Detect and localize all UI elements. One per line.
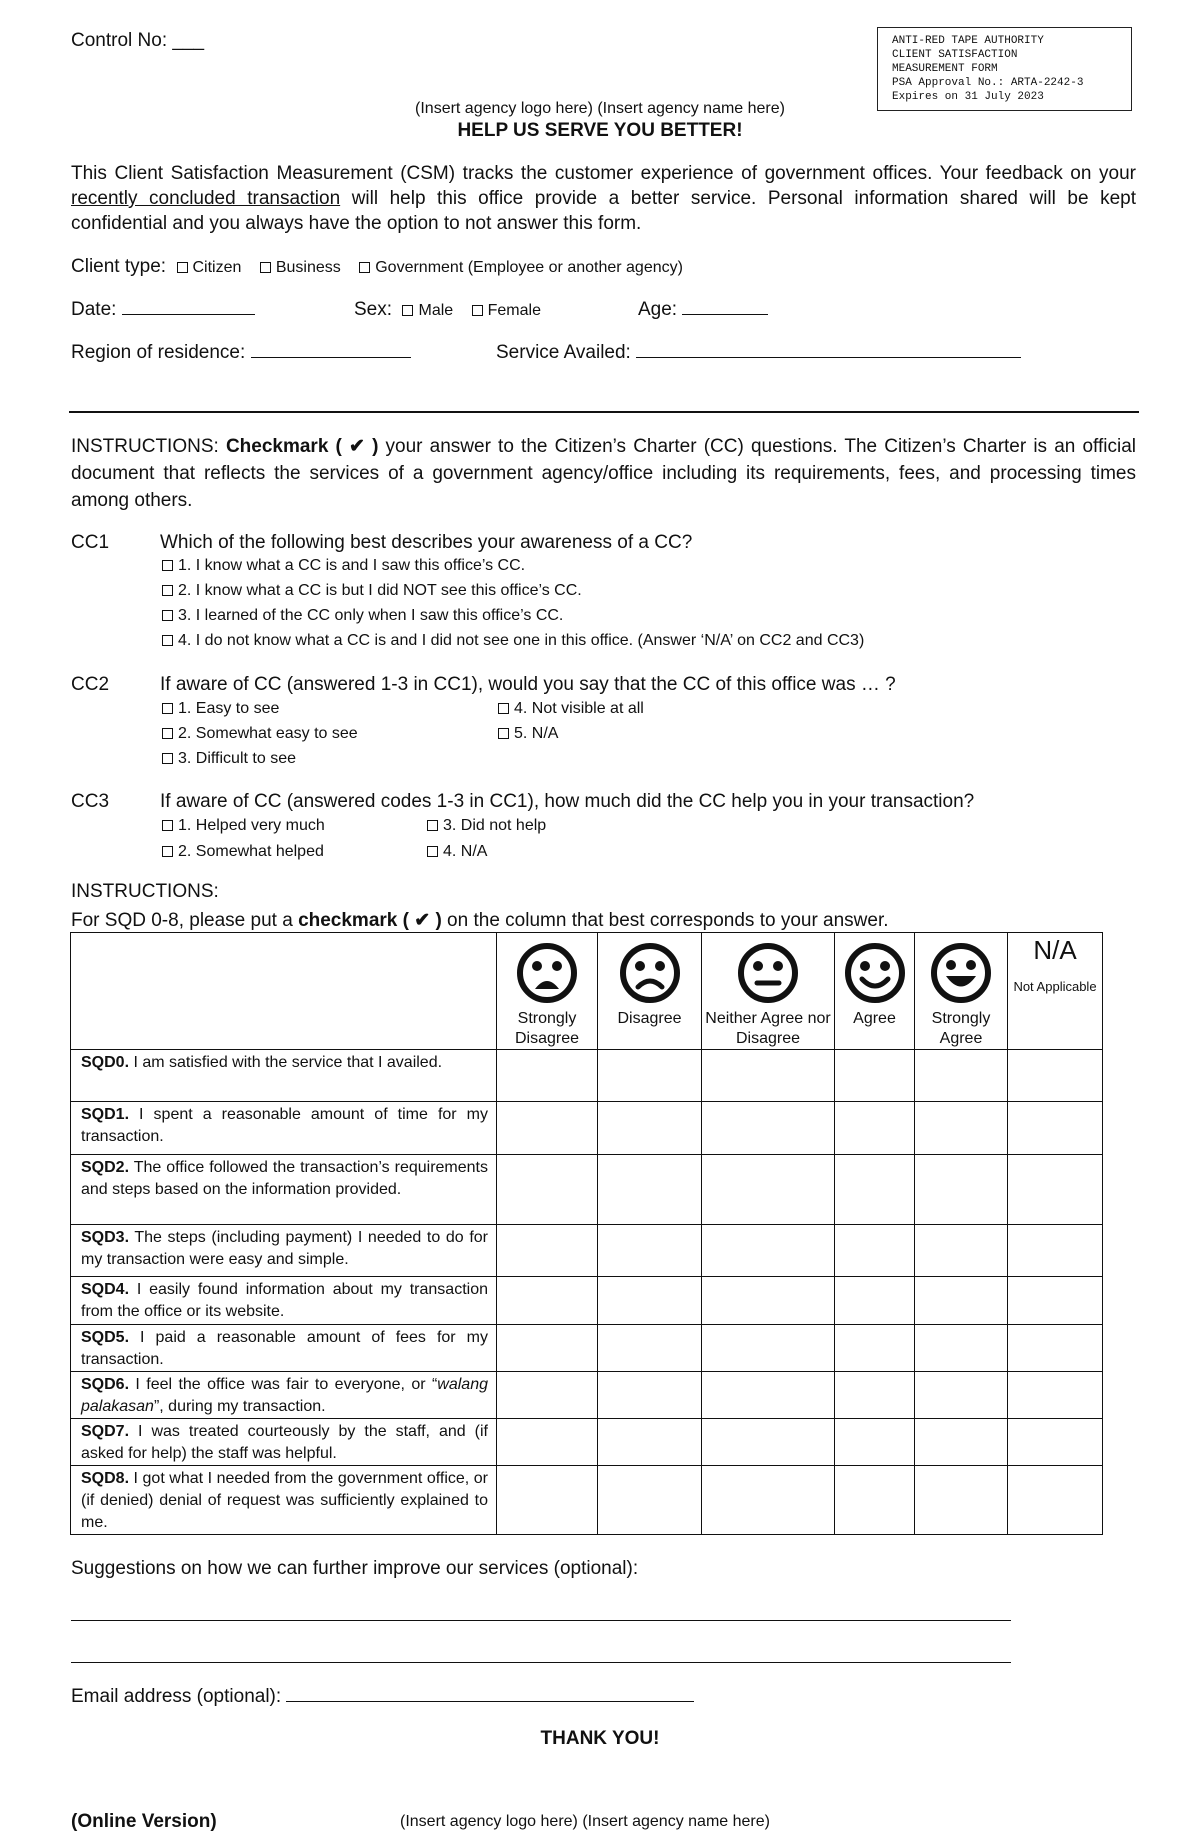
table-row [71,1050,1103,1102]
table-row [71,1155,1103,1225]
table-row [71,1277,1103,1325]
rating-cell[interactable] [1008,1277,1103,1325]
stamp-line: MEASUREMENT FORM [892,63,998,75]
cc1-option[interactable] [162,632,864,650]
sqd-code: SQD8. [81,1470,130,1487]
sqd-text: I am satisfied with the service that I availed. [129,1054,443,1071]
sqd-instructions-text: on the column that best corresponds to your answer. [441,910,889,931]
rating-cell[interactable] [835,1102,915,1155]
rating-cell[interactable] [835,1225,915,1277]
rating-cell[interactable] [497,1466,598,1535]
rating-cell[interactable] [598,1325,702,1372]
strongly-agree-face-icon [929,941,993,1005]
sqd-code: SQD3. [81,1229,130,1246]
checkbox-icon[interactable] [427,820,438,831]
table-row [71,1372,1103,1419]
suggestions-line[interactable] [71,1620,1011,1621]
checkbox-icon[interactable] [162,820,173,831]
cc3-option[interactable] [427,843,487,861]
table-row [71,1419,1103,1466]
rating-cell[interactable] [497,1419,598,1466]
sqd-code: SQD6. [81,1376,130,1393]
rating-cell[interactable] [497,1372,598,1419]
sqd-text: ”, during my transaction. [153,1398,326,1415]
sqd-text: The steps (including payment) I needed to do for my transaction were easy and simple. [81,1229,488,1268]
rating-cell[interactable] [497,1155,598,1225]
client-type-citizen[interactable] [177,259,242,276]
sqd-code: SQD4. [81,1281,130,1298]
cc2-option[interactable] [498,725,558,743]
option-label: Government (Employee or another agency) [375,259,683,276]
column-disagree [598,933,702,1050]
rating-cell[interactable] [1008,1155,1103,1225]
suggestions-label: Suggestions on how we can further improve our services (optional): [71,1558,639,1579]
control-number: Control No: ___ [71,30,205,51]
rating-cell[interactable] [702,1372,835,1419]
email-label: Email address (optional): [71,1686,282,1707]
stamp-line: CLIENT SATISFACTION [892,49,1018,61]
column-not-applicable [1008,933,1103,1050]
agency-placeholder-footer: (Insert agency logo here) (Insert agency name here) [400,1813,770,1830]
table-row [71,1225,1103,1277]
option-label: 4. N/A [443,843,488,860]
date-label: Date: [71,299,117,320]
checkmark-icon: Checkmark ( ✔ ) [225,436,379,457]
cc1-code: CC1 [71,532,110,553]
option-label: Business [275,259,341,276]
column-label: Agree [853,1010,896,1027]
rating-cell[interactable] [915,1225,1008,1277]
sqd-text: The office followed the transaction’s requirements and steps based on the information provided. [81,1159,488,1198]
strongly-disagree-face-icon [515,941,579,1005]
sqd-text: I paid a reasonable amount of fees for my transaction. [81,1329,488,1368]
sqd2-statement [71,1155,497,1225]
rating-cell[interactable] [702,1050,835,1102]
checkbox-icon[interactable] [162,560,173,571]
rating-cell[interactable] [1008,1419,1103,1466]
rating-cell[interactable] [702,1102,835,1155]
date-input-line[interactable] [122,314,255,315]
option-label: 1. Helped very much [178,817,325,834]
rating-cell[interactable] [598,1102,702,1155]
region-label: Region of residence: [71,342,246,363]
age-label: Age: [638,299,678,320]
table-row [71,1325,1103,1372]
rating-cell[interactable] [598,1466,702,1535]
checkbox-icon[interactable] [162,610,173,621]
checkbox-icon[interactable] [359,262,370,273]
cc1-option[interactable] [162,607,563,625]
sqd-instructions-prefix: For SQD 0-8, please put a [71,910,299,931]
column-strongly-agree [915,933,1008,1050]
rating-cell[interactable] [1008,1372,1103,1419]
neutral-face-icon [736,941,800,1005]
checkbox-icon[interactable] [498,703,509,714]
cc2-option[interactable] [162,700,279,718]
option-label: Female [487,302,541,319]
rating-cell[interactable] [915,1466,1008,1535]
region-input-line[interactable] [251,357,411,358]
sqd4-statement [71,1277,497,1325]
cc1-option[interactable] [162,582,582,600]
table-header-row [71,933,1103,1050]
option-label: Citizen [192,259,242,276]
option-label: 3. Difficult to see [178,750,296,767]
statement-header-cell [71,933,497,1050]
rating-cell[interactable] [702,1419,835,1466]
sqd1-statement [71,1102,497,1155]
client-type-business[interactable] [260,259,341,276]
option-label: 3. I learned of the CC only when I saw this office’s CC. [178,607,564,624]
column-strongly-disagree [497,933,598,1050]
sqd-code: SQD0. [81,1054,130,1071]
sqd-text: I got what I needed from the government office, or (if denied) denial of request was sufficiently explained to me. [81,1470,488,1531]
section-divider [69,411,1139,413]
sex-option-female[interactable] [472,302,541,319]
checkmark-icon: checkmark ( ✔ ) [298,910,442,931]
sqd-instructions [71,909,889,932]
option-label: 3. Did not help [443,817,547,834]
column-label: Disagree [617,1010,682,1027]
region-field[interactable] [71,342,411,364]
na-subheading: Not Applicable [1013,979,1097,994]
sqd-text: I easily found information about my transaction from the office or its website. [81,1281,488,1320]
stamp-line: Expires on 31 July 2023 [892,91,1044,103]
option-label: 2. Somewhat easy to see [178,725,358,742]
checkbox-icon[interactable] [402,305,413,316]
checkbox-icon[interactable] [472,305,483,316]
client-type-label: Client type: [71,256,167,277]
rating-cell[interactable] [835,1325,915,1372]
rating-cell[interactable] [497,1277,598,1325]
cc3-question: If aware of CC (answered codes 1-3 in CC1), how much did the CC help you in your transaction? [160,791,975,812]
sex-option-male[interactable] [402,302,453,319]
rating-cell[interactable] [702,1225,835,1277]
sqd-code: SQD7. [81,1423,130,1440]
column-agree [835,933,915,1050]
rating-cell[interactable] [598,1419,702,1466]
option-label: 1. Easy to see [178,700,280,717]
rating-cell[interactable] [497,1225,598,1277]
sqd3-statement [71,1225,497,1277]
checkbox-icon[interactable] [162,728,173,739]
rating-cell[interactable] [915,1419,1008,1466]
cc2-question: If aware of CC (answered 1-3 in CC1), would you say that the CC of this office was … ? [160,674,896,695]
option-label: 2. Somewhat helped [178,843,324,860]
rating-cell[interactable] [598,1050,702,1102]
option-label: Male [418,302,454,319]
age-input-line[interactable] [682,314,768,315]
age-field[interactable] [638,299,768,321]
rating-cell[interactable] [598,1372,702,1419]
sqd-text: I was treated courteously by the staff, and (if asked for help) the staff was helpful. [81,1423,488,1462]
checkbox-icon[interactable] [162,635,173,646]
rating-cell[interactable] [497,1102,598,1155]
rating-cell[interactable] [835,1372,915,1419]
rating-cell[interactable] [835,1050,915,1102]
cc-instructions [71,433,1136,514]
sex-field [354,299,541,321]
table-row [71,1466,1103,1535]
na-heading: N/A [1033,935,1077,965]
checkbox-icon[interactable] [162,703,173,714]
page-title: HELP US SERVE YOU BETTER! [457,120,743,141]
service-label: Service Availed: [496,342,631,363]
option-label: 2. I know what a CC is but I did NOT see this office’s CC. [178,582,582,599]
intro-text: This Client Satisfaction Measurement (CSM) tracks the customer experience of government offices. Your feedback on your [71,163,1136,184]
rating-cell[interactable] [497,1325,598,1372]
column-label: Strongly Disagree [514,1010,580,1047]
rating-cell[interactable] [915,1155,1008,1225]
checkbox-icon[interactable] [427,846,438,857]
agree-face-icon [843,941,907,1005]
cc1-option[interactable] [162,557,525,575]
rating-cell[interactable] [702,1325,835,1372]
rating-cell[interactable] [835,1277,915,1325]
checkbox-icon[interactable] [260,262,271,273]
date-field[interactable] [71,299,255,321]
sqd-text: I feel the office was fair to everyone, or “ [129,1376,438,1393]
service-field[interactable] [496,342,1021,364]
sqd-code: SQD1. [81,1106,130,1123]
rating-cell[interactable] [1008,1325,1103,1372]
sex-label: Sex: [354,299,393,320]
rating-cell[interactable] [835,1155,915,1225]
cc2-code: CC2 [71,674,110,695]
cc3-option[interactable] [162,817,325,835]
service-input-line[interactable] [636,357,1021,358]
arta-approval-stamp [877,27,1132,111]
rating-cell[interactable] [915,1050,1008,1102]
rating-cell[interactable] [915,1102,1008,1155]
option-label: 1. I know what a CC is and I saw this office’s CC. [178,557,526,574]
rating-cell[interactable] [598,1155,702,1225]
sqd-instructions-heading: INSTRUCTIONS: [71,881,219,902]
sqd7-statement [71,1419,497,1466]
rating-cell[interactable] [702,1277,835,1325]
rating-cell[interactable] [1008,1050,1103,1102]
email-field[interactable] [71,1686,694,1708]
rating-cell[interactable] [1008,1102,1103,1155]
cc1-question: Which of the following best describes your awareness of a CC? [160,532,693,553]
sqd-rating-table [70,932,1103,1535]
sqd-text-italic: walang palakasan [81,1376,488,1415]
intro-text-2: will help this office provide a better service. Personal information shared will be kept confidential and you always have the option to not answer this form. [71,188,1136,234]
cc3-code: CC3 [71,791,110,812]
column-label: Neither Agree nor Disagree [705,1010,831,1047]
checkbox-icon[interactable] [162,753,173,764]
option-label: 4. I do not know what a CC is and I did not see one in this office. (Answer ‘N/A’ on CC2 and CC3) [178,632,865,649]
checkbox-icon[interactable] [498,728,509,739]
thank-you-text: THANK YOU! [540,1728,660,1749]
option-label: 4. Not visible at all [514,700,644,717]
cc2-option[interactable] [162,750,296,768]
checkbox-icon[interactable] [162,585,173,596]
sqd6-statement [71,1372,497,1419]
sqd5-statement [71,1325,497,1372]
suggestions-line[interactable] [71,1662,1011,1663]
table-row [71,1102,1103,1155]
cc3-option[interactable] [162,843,324,861]
sqd-text: I spent a reasonable amount of time for my transaction. [81,1106,488,1145]
intro-paragraph [71,161,1136,236]
online-version-label: (Online Version) [71,1811,217,1832]
intro-underlined: recently concluded transaction [71,188,341,209]
agency-placeholder: (Insert agency logo here) (Insert agency name here) [415,100,785,117]
option-label: 5. N/A [514,725,559,742]
email-input-line[interactable] [286,1701,694,1702]
sqd-code: SQD2. [81,1159,130,1176]
sqd0-statement [71,1050,497,1102]
rating-cell[interactable] [915,1372,1008,1419]
rating-cell[interactable] [1008,1466,1103,1535]
column-neutral [702,933,835,1050]
cc2-option[interactable] [162,725,358,743]
column-label: Strongly Agree [931,1010,991,1047]
cc-instructions-prefix: INSTRUCTIONS: [71,436,226,457]
cc-instructions-text: your answer to the Citizen’s Charter (CC) questions. The Citizen’s Charter is an official document that reflects the services of a government agency/office including its requirements, fees, and processing times among others. [71,436,1136,511]
rating-cell[interactable] [598,1277,702,1325]
client-type-government[interactable] [359,259,683,276]
rating-cell[interactable] [1008,1225,1103,1277]
rating-cell[interactable] [497,1050,598,1102]
stamp-line: PSA Approval No.: ARTA-2242-3 [892,77,1084,89]
checkbox-icon[interactable] [177,262,188,273]
rating-cell[interactable] [702,1466,835,1535]
sqd8-statement [71,1466,497,1535]
cc3-option[interactable] [427,817,546,835]
rating-cell[interactable] [915,1277,1008,1325]
rating-cell[interactable] [702,1155,835,1225]
client-type-row [71,256,683,278]
rating-cell[interactable] [835,1466,915,1535]
cc2-option[interactable] [498,700,644,718]
rating-cell[interactable] [915,1325,1008,1372]
stamp-line: ANTI-RED TAPE AUTHORITY [892,35,1044,47]
checkbox-icon[interactable] [162,846,173,857]
rating-cell[interactable] [835,1419,915,1466]
disagree-face-icon [618,941,682,1005]
sqd-code: SQD5. [81,1329,130,1346]
rating-cell[interactable] [598,1225,702,1277]
